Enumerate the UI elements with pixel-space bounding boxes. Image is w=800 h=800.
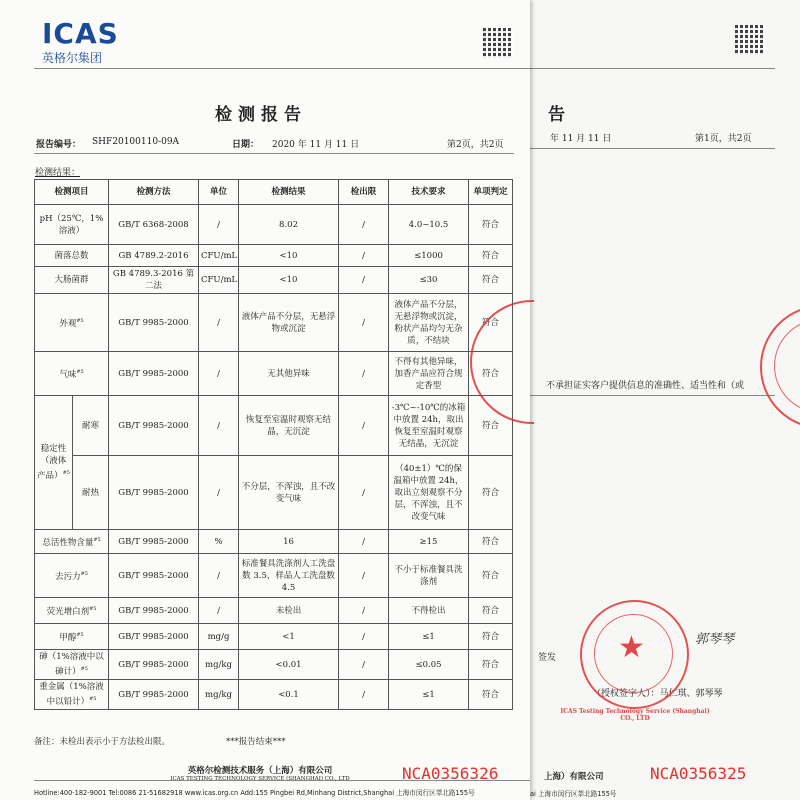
cell-result: <1 [239, 624, 339, 650]
page2-page-number: 第1页，共2页 [695, 134, 752, 144]
item-mark: #5 [62, 470, 70, 477]
cell-judgement: 符合 [469, 456, 513, 530]
header-method: 检测方法 [109, 180, 199, 205]
page-number: 第2页，共2页 [447, 140, 504, 150]
cell-item [35, 680, 109, 710]
disclaimer-rule [530, 395, 775, 396]
item-mark: #5 [93, 537, 101, 544]
seal-text: ICAS Testing Technology Service (Shanghai) CO., LTD [560, 708, 710, 722]
header-rule [530, 68, 775, 69]
cell-requirement: ≤1 [389, 680, 469, 710]
cell-judgement: 符合 [469, 294, 513, 352]
report-title: 检测报告 [215, 105, 307, 125]
item-label: 气味 [59, 369, 77, 380]
cell-judgement: 符合 [469, 624, 513, 650]
cell-result: 标准餐具洗涤剂人工洗盘数 3.5，样品人工洗盘数 4.5 [239, 554, 339, 598]
cell-unit: / [199, 294, 239, 352]
cell-method: GB/T 9985-2000 [109, 530, 199, 554]
cell-result: 液体产品不分层，无悬浮物或沉淀 [239, 294, 339, 352]
cell-result: 不分层，不浑浊，且不改变气味 [239, 456, 339, 530]
logo-subtitle: 英格尔集团 [42, 51, 103, 65]
report-number: SHF20100110-09A [92, 137, 180, 147]
header-rule [34, 68, 530, 69]
cell-limit: / [339, 624, 389, 650]
authorized-signers: （授权签字人）：马仁琪、郭琴琴 [592, 689, 723, 699]
handwritten-signature: 郭琴琴 [695, 632, 735, 647]
table-row [35, 680, 513, 710]
cell-item [35, 598, 109, 624]
page2-title-fragment: 告 [548, 105, 571, 125]
table-row [35, 598, 513, 624]
cell-unit: mg/g [199, 624, 239, 650]
cell-method: GB/T 9985-2000 [109, 650, 199, 680]
cell-method: GB/T 9985-2000 [109, 456, 199, 530]
cell-group-stability [35, 396, 73, 530]
cell-unit: / [199, 456, 239, 530]
report-date: 2020 年 11 月 11 日 [272, 140, 360, 150]
table-row [35, 396, 513, 456]
cell-method: GB 4789.2-2016 [109, 245, 199, 267]
cell-limit: / [339, 530, 389, 554]
cell-unit: / [199, 352, 239, 396]
cell-result: <10 [239, 245, 339, 267]
cell-limit: / [339, 456, 389, 530]
cell-limit: / [339, 352, 389, 396]
cell-item [35, 530, 109, 554]
cell-requirement: -3℃~-10℃的冰箱中放置 24h，取出恢复至室温时观察无结晶，无沉淀 [389, 396, 469, 456]
cell-item: 耐寒 [73, 396, 109, 456]
cell-limit: / [339, 554, 389, 598]
page2-date: 年 11 月 11 日 [550, 134, 612, 144]
cell-limit: / [339, 245, 389, 267]
table-row [35, 624, 513, 650]
cell-judgement: 符合 [469, 396, 513, 456]
cell-requirement: ≤0.05 [389, 650, 469, 680]
footer-company-en: ICAS TESTING TECHNOLOGY SERVICE (SHANGHAI) CO., LTD [170, 776, 350, 782]
item-label: 重金属（1%溶液中以铅计） [39, 682, 104, 707]
cell-unit: / [199, 396, 239, 456]
cell-unit: / [199, 554, 239, 598]
disclaimer-text: 不承担证实客户提供信息的准确性、适当性和（或 [546, 381, 745, 391]
cell-item [35, 624, 109, 650]
cell-requirement: 4.0~10.5 [389, 205, 469, 245]
sign-label: 签发 [538, 653, 557, 663]
cell-limit: / [339, 267, 389, 294]
table-row [35, 554, 513, 598]
end-of-report: ***报告结束*** [226, 737, 286, 747]
header-item: 检测项目 [35, 180, 109, 205]
cell-method: GB/T 9985-2000 [109, 624, 199, 650]
cell-requirement: ≤1000 [389, 245, 469, 267]
table-row [35, 245, 513, 267]
table-row [35, 456, 513, 530]
report-number-label: 报告编号： [36, 140, 82, 150]
cell-item: 耐热 [73, 456, 109, 530]
cell-method: GB/T 9985-2000 [109, 396, 199, 456]
cell-result: 无其他异味 [239, 352, 339, 396]
item-mark: #5 [76, 632, 84, 639]
cell-unit: / [199, 205, 239, 245]
cell-item: 菌落总数 [35, 245, 109, 267]
header-limit: 检出限 [339, 180, 389, 205]
cell-unit: mg/kg [199, 680, 239, 710]
table-row [35, 530, 513, 554]
cell-method: GB/T 6368-2008 [109, 205, 199, 245]
footer-company: 英格尔检测技术服务（上海）有限公司 [187, 766, 333, 776]
meta-rule [34, 153, 514, 154]
cell-method: GB/T 9985-2000 [109, 352, 199, 396]
table-header-row [35, 180, 513, 205]
cell-requirement: 不得有其他异味，加香产品应符合规定香型 [389, 352, 469, 396]
cell-judgement: 符合 [469, 530, 513, 554]
cell-method: GB/T 9985-2000 [109, 554, 199, 598]
item-label: 去污力 [55, 571, 81, 582]
item-label: 甲醇 [59, 632, 77, 643]
cell-method: GB/T 9985-2000 [109, 294, 199, 352]
cell-requirement: （40±1）℃的保温箱中放置 24h，取出立刻观察不分层，不浑浊，且不改变气味 [389, 456, 469, 530]
header-result: 检测结果 [239, 180, 339, 205]
item-mark: #5 [89, 606, 97, 613]
cell-item: 大肠菌群 [35, 267, 109, 294]
cell-result: 恢复至室温时观察无结晶，无沉淀 [239, 396, 339, 456]
cell-item: pH（25℃，1%溶液） [35, 205, 109, 245]
cell-item [35, 650, 109, 680]
cell-judgement: 符合 [469, 598, 513, 624]
company-logo [42, 17, 132, 66]
cell-requirement: ≤1 [389, 624, 469, 650]
item-label: 总活性物含量 [42, 537, 94, 548]
item-mark: #5 [89, 696, 97, 703]
group-label: 稳定性（液体产品） [37, 444, 67, 481]
cell-judgement: 符合 [469, 650, 513, 680]
item-mark: #5 [80, 571, 88, 578]
header-unit: 单位 [199, 180, 239, 205]
item-mark: #5 [76, 318, 84, 325]
serial-number: NCA0356326 [402, 764, 499, 783]
cell-unit: CFU/mL [199, 245, 239, 267]
table-row [35, 294, 513, 352]
item-mark: #5 [76, 369, 84, 376]
cell-requirement: 不小于标准餐具洗涤剂 [389, 554, 469, 598]
meta-rule [530, 148, 775, 149]
cell-judgement: 符合 [469, 554, 513, 598]
logo-text: ICAS [42, 17, 119, 50]
cell-judgement: 符合 [469, 680, 513, 710]
results-table [34, 179, 513, 710]
cell-requirement: ≥15 [389, 530, 469, 554]
item-mark: #5 [80, 666, 88, 673]
section-heading: 检测结果： [35, 168, 81, 178]
cell-requirement: 不得检出 [389, 598, 469, 624]
qr-code-icon [735, 25, 765, 55]
page2-footer-address: ai 上海市闵行区莘北路155号 [530, 790, 617, 798]
footnote: 备注：未检出表示小于方法检出限。 [34, 737, 171, 747]
cell-unit: CFU/mL [199, 267, 239, 294]
table-row [35, 267, 513, 294]
cell-result: <10 [239, 267, 339, 294]
cell-method: GB 4789.3-2016 第二法 [109, 267, 199, 294]
cell-item [35, 554, 109, 598]
table-row [35, 205, 513, 245]
cell-requirement: ≤30 [389, 267, 469, 294]
cell-item [35, 352, 109, 396]
cell-limit: / [339, 205, 389, 245]
cell-judgement: 符合 [469, 245, 513, 267]
seal-star-icon: ★ [618, 630, 645, 665]
cell-limit: / [339, 396, 389, 456]
cell-limit: / [339, 680, 389, 710]
cell-result: <0.01 [239, 650, 339, 680]
page2-serial-number: NCA0356325 [650, 764, 747, 783]
cell-judgement: 符合 [469, 205, 513, 245]
cell-unit: % [199, 530, 239, 554]
item-label: 砷（1%溶液中以砷计） [39, 652, 104, 677]
header-requirement: 技术要求 [389, 180, 469, 205]
cell-limit: / [339, 294, 389, 352]
cell-limit: / [339, 598, 389, 624]
qr-code-icon [483, 28, 513, 58]
table-row [35, 352, 513, 396]
cell-result: 未检出 [239, 598, 339, 624]
cell-result: <0.1 [239, 680, 339, 710]
cell-judgement: 符合 [469, 267, 513, 294]
cell-requirement: 液体产品不分层，无悬浮物或沉淀，粉状产品均匀无杂质，不结块 [389, 294, 469, 352]
date-label: 日期： [232, 140, 260, 150]
cell-method: GB/T 9985-2000 [109, 598, 199, 624]
footer-address: Hotline:400-182-9001 Tel:0086 21-51682918 www.icas.org.cn Add:155 Pingbei Rd,Minhang District,Shanghai 上海市闵行区莘北路155号 [34, 789, 475, 797]
item-label: 外观 [59, 318, 77, 329]
cell-result: 8.02 [239, 205, 339, 245]
cell-limit: / [339, 650, 389, 680]
header-judgement: 单项判定 [469, 180, 513, 205]
cell-judgement: 符合 [469, 352, 513, 396]
table-row [35, 650, 513, 680]
cell-method: GB/T 9985-2000 [109, 680, 199, 710]
cell-item [35, 294, 109, 352]
cell-result: 16 [239, 530, 339, 554]
item-label: 荧光增白剂 [46, 606, 90, 617]
cell-unit: / [199, 598, 239, 624]
cell-unit: mg/kg [199, 650, 239, 680]
page2-footer-company: 上海）有限公司 [544, 772, 604, 782]
